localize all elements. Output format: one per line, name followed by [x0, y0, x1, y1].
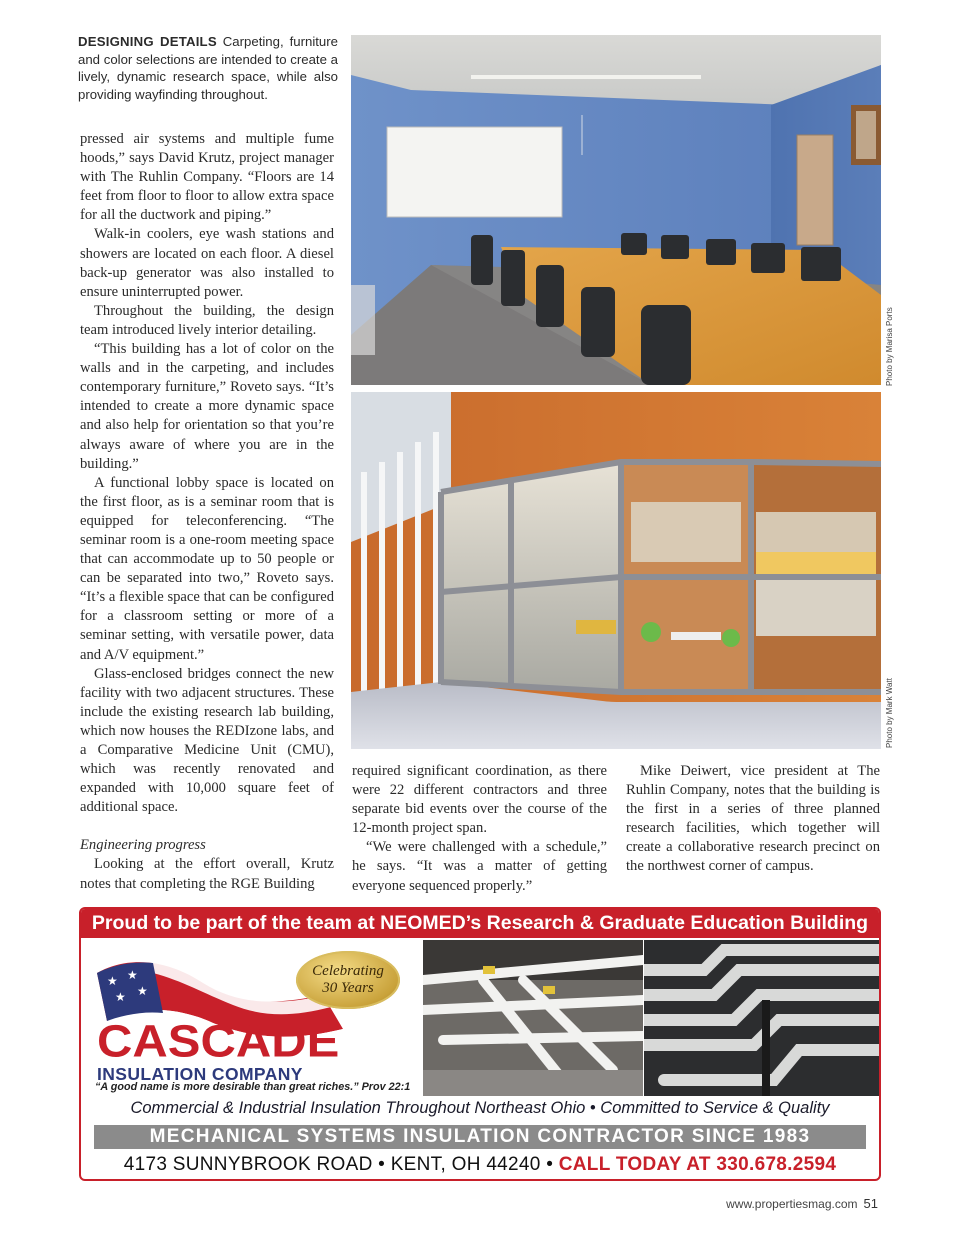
ad-address	[81, 1152, 879, 1178]
paragraph: Throughout the building, the design team introduced lively interior detailing.	[80, 302, 334, 338]
photo-credit-1: Photo by Marisa Ports	[885, 307, 894, 386]
paragraph: Looking at the effort overall, Krutz notes that completing the RGE Building	[80, 856, 334, 892]
footer-url: www.propertiesmag.com	[726, 1197, 858, 1211]
photo-caption	[78, 33, 338, 103]
anniversary-badge	[296, 951, 400, 1009]
svg-text:★: ★	[115, 990, 126, 1004]
ad-banner: Proud to be part of the team at NEOMED’s Research & Graduate Education Building	[81, 909, 879, 938]
paragraph: Walk-in coolers, eye wash stations and showers are located on each floor. A diesel back-up generator was also installed to ensure uninterrupted power.	[80, 226, 334, 300]
paragraph: Glass-enclosed bridges connect the new facility with two adjacent structures. These include the existing research lab building, which now houses the REDIzone labs, and a Comparative Medicine Unit (CMU), which was recently renovated and expanded with 10,000 square feet of additional space.	[80, 665, 334, 816]
page-number: 51	[863, 1196, 878, 1211]
photo-credit-2: Photo by Mark Watt	[885, 678, 894, 748]
call-text: CALL TODAY AT 330.678.2594	[558, 1154, 837, 1175]
glass-corridor-photo	[351, 392, 881, 749]
article-column-3	[626, 762, 880, 877]
paragraph: A functional lobby space is located on the first floor, as is a seminar room that is equipped for teleconferencing. “The seminar room is a one-room meeting space that can accommodate up to 50 people or can be separated into two,” Roveto says. “It’s a flexible space that can be configured for a classroom setting or more of a seminar setting, with versatile power, data and A/V equipment.”	[80, 474, 334, 663]
badge-line-1: Celebrating	[312, 963, 384, 979]
company-name: CASCADE	[97, 1017, 340, 1067]
svg-text:★: ★	[137, 984, 148, 998]
svg-text:★: ★	[107, 974, 118, 988]
conference-room-photo	[351, 35, 881, 385]
caption-text: Carpeting, furniture and color selections are intended to create a lively, dynamic research space, while also providing wayfinding throughout.	[78, 34, 338, 102]
ad-quote: “A good name is more desirable than great riches.” Prov 22:1	[95, 1081, 411, 1093]
contractor-bar: MECHANICAL SYSTEMS INSULATION CONTRACTOR SINCE 1983	[94, 1125, 866, 1149]
paragraph: “This building has a lot of color on the walls and in the carpeting, and includes contemporary furniture,” Roveto says. “It’s intended to create a more dynamic space and also help for orientation so that you’re always aware of where you are in the building.”	[80, 341, 334, 472]
insulated-pipes-photo-1	[423, 940, 643, 1096]
page-footer	[726, 1196, 878, 1211]
address-text: 4173 SUNNYBROOK ROAD • KENT, OH 44240 •	[123, 1154, 559, 1175]
subheading: Engineering progress	[80, 837, 206, 854]
paragraph: Mike Deiwert, vice president at The Ruhlin Company, notes that the building is the first in a series of three planned research facilities, which together will create a collaborative research precinct on the northwest corner of campus.	[626, 763, 880, 875]
paragraph: pressed air systems and multiple fume hoods,” says David Krutz, project manager with The Ruhlin Company. “Floors are 14 feet from floor to floor to allow extra space for all the ductwork and piping.”	[80, 131, 334, 224]
badge-line-2: 30 Years	[322, 980, 374, 996]
cascade-advertisement	[79, 907, 881, 1181]
insulated-pipes-photo-2	[644, 940, 879, 1096]
article-column-2	[352, 762, 607, 896]
company-subtitle: INSULATION COMPANY	[97, 1064, 303, 1084]
paragraph: required significant coordination, as there were 22 different contractors and three separate bid events over the course of the 12-month project span.	[352, 763, 607, 837]
ad-tagline: Commercial & Industrial Insulation Throughout Northeast Ohio • Committed to Service & Quality	[130, 1099, 830, 1117]
paragraph: “We were challenged with a schedule,” he says. “It was a matter of getting everyone sequenced properly.”	[352, 839, 607, 894]
svg-text:★: ★	[127, 968, 138, 982]
caption-lead: DESIGNING DETAILS	[78, 34, 217, 49]
article-column-1	[80, 130, 334, 894]
